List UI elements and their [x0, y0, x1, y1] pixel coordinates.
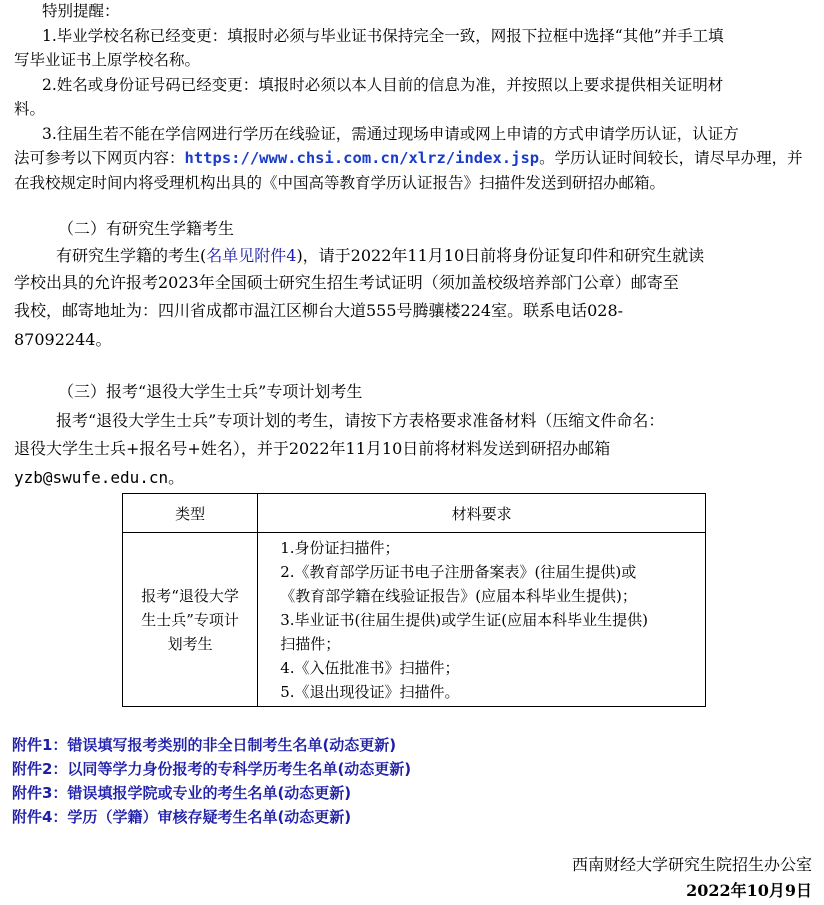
notice-item-1-line-1: 1.毕业学校名称已经变更：填报时必须与毕业证书保持完全一致，网报下拉框中选择“其他”并手工填 [42, 27, 724, 45]
section-3-title: （三）报考“退役大学生士兵”专项计划考生 [58, 382, 363, 401]
attachment-4-reference[interactable]: 名单见附件4 [206, 246, 297, 265]
attachment-1-link[interactable]: 附件1：错误填写报考类别的非全日制考生名单(动态更新) [12, 736, 397, 754]
signature-date: 2022年10月9日 [686, 881, 812, 900]
section-2-para-line-1 [56, 245, 704, 267]
section-2-title: （二）有研究生学籍考生 [58, 219, 235, 238]
notice-heading: 特别提醒： [42, 2, 120, 20]
section-2-para-line-4: 87092244。 [14, 330, 112, 349]
type-line: 报考“退役大学 [141, 586, 239, 605]
signature-org: 西南财经大学研究生院招生办公室 [571, 855, 812, 874]
notice-item-2-line-2: 料。 [14, 100, 46, 118]
material-item: 《教育部学籍在线验证报告》(应届本科毕业生提供)； [280, 586, 637, 605]
section-2-para-line-3: 我校，邮寄地址为：四川省成都市温江区柳台大道555号腾骧楼224室。联系电话028- [14, 301, 624, 320]
table-row [123, 533, 706, 707]
table-cell-materials [258, 533, 706, 707]
table-header-materials: 材料要求 [258, 494, 706, 533]
section-2-text: 有研究生学籍的考生( [56, 246, 207, 265]
section-2-text-after: )，请于2022年11月10日前将身份证复印件和研究生就读 [296, 246, 705, 265]
notice-item-3-line-2 [14, 147, 803, 169]
type-line: 生士兵”专项计 [141, 610, 239, 629]
materials-table [122, 493, 706, 707]
notice-item-3-line-3: 在我校规定时间内将受理机构出具的《中国高等教育学历认证报告》扫描件发送到研招办邮箱。 [14, 174, 666, 192]
section-3-email-line [14, 467, 184, 489]
notice-item-3-line-1: 3.往届生若不能在学信网进行学历在线验证，需通过现场申请或网上申请的方式申请学历认证，认证方 [42, 125, 739, 143]
material-item: 4.《入伍批准书》扫描件； [280, 658, 460, 677]
section-3-para-line-2: 退役大学生士兵+报名号+姓名），并于2022年11月10日前将材料发送到研招办邮箱 [14, 439, 611, 458]
notice-item-2-line-1: 2.姓名或身份证号码已经变更：填报时必须以本人目前的信息为准，并按照以上要求提供相关证明材 [42, 76, 724, 94]
table-header-row [123, 494, 706, 533]
table-header-type: 类型 [123, 494, 258, 533]
section-2-para-line-2: 学校出具的允许报考2023年全国硕士研究生招生考试证明（须加盖校级培养部门公章）邮寄至 [14, 273, 679, 292]
material-item: 3.毕业证书(往届生提供)或学生证(应届本科毕业生提供) [280, 610, 648, 629]
material-item: 扫描件； [280, 634, 341, 653]
material-item: 1.身份证扫描件； [280, 538, 400, 557]
table-cell-type [123, 533, 258, 707]
notice-item-3-text-after: 。学历认证时间较长，请尽早办理，并 [539, 149, 803, 167]
admissions-email[interactable]: yzb@swufe.edu.cn [14, 468, 169, 487]
attachment-3-link[interactable]: 附件3：错误填报学院或专业的考生名单(动态更新) [12, 784, 352, 802]
section-3-email-end: 。 [168, 468, 185, 487]
section-3-para-line-1: 报考“退役大学生士兵”专项计划的考生，请按下方表格要求准备材料（压缩文件命名： [56, 411, 665, 430]
material-item: 5.《退出现役证》扫描件。 [280, 682, 460, 701]
material-item: 2.《教育部学历证书电子注册备案表》(往届生提供)或 [280, 562, 637, 581]
attachment-2-link[interactable]: 附件2：以同等学力身份报考的专科学历考生名单(动态更新) [12, 760, 412, 778]
notice-item-1-line-2: 写毕业证书上原学校名称。 [14, 51, 201, 69]
chsi-link[interactable]: https://www.chsi.com.cn/xlrz/index.jsp [184, 149, 540, 167]
type-line: 划考生 [167, 634, 213, 653]
notice-item-3-text: 法可参考以下网页内容： [14, 149, 185, 167]
attachment-4-link[interactable]: 附件4：学历（学籍）审核存疑考生名单(动态更新) [12, 808, 352, 826]
